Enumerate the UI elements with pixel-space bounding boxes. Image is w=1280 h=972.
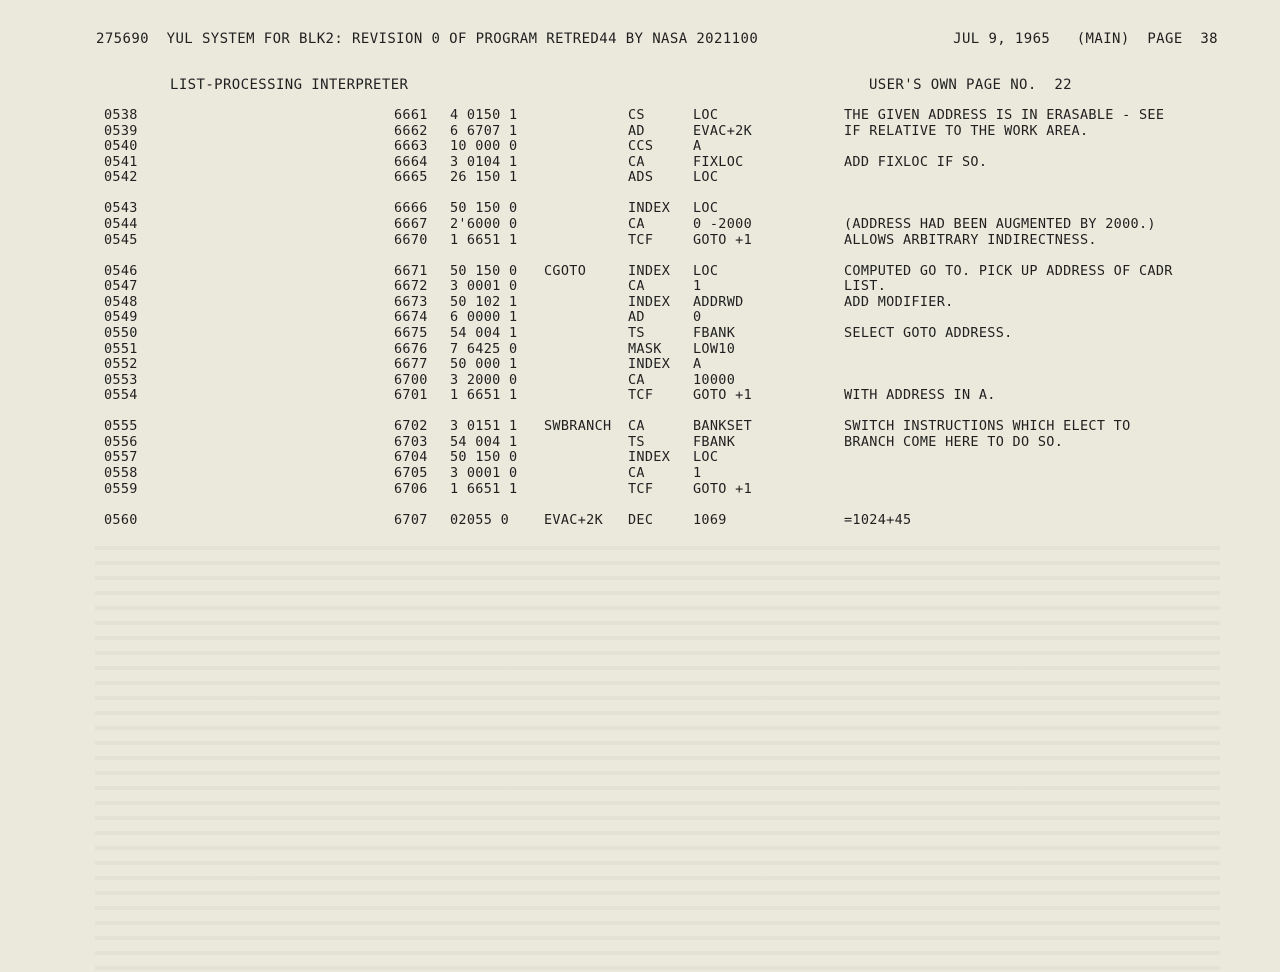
opcode: CA bbox=[628, 418, 645, 435]
octal-code: 50 000 1 bbox=[450, 356, 518, 373]
operand: LOC bbox=[693, 200, 719, 217]
octal-code: 50 150 0 bbox=[450, 200, 518, 217]
comment: THE GIVEN ADDRESS IS IN ERASABLE - SEE bbox=[844, 107, 1165, 123]
listing-row bbox=[0, 512, 1280, 528]
listing-row bbox=[0, 123, 1280, 139]
operand: LOW10 bbox=[693, 340, 736, 357]
octal-code: 50 150 0 bbox=[450, 262, 518, 279]
opcode: CA bbox=[628, 371, 645, 388]
memory-address: 6706 bbox=[394, 480, 428, 497]
operand: EVAC+2K bbox=[693, 122, 752, 139]
operand: ADDRWD bbox=[693, 293, 744, 310]
memory-address: 6665 bbox=[394, 169, 428, 186]
listing-row bbox=[0, 263, 1280, 279]
opcode: CCS bbox=[628, 138, 654, 155]
memory-address: 6677 bbox=[394, 356, 428, 373]
octal-code: 3 2000 0 bbox=[450, 371, 518, 388]
memory-address: 6664 bbox=[394, 153, 428, 170]
comment: COMPUTED GO TO. PICK UP ADDRESS OF CADR bbox=[844, 262, 1173, 279]
comment: SELECT GOTO ADDRESS. bbox=[844, 324, 1013, 341]
operand: FBANK bbox=[693, 324, 736, 341]
symbol-label: SWBRANCH bbox=[544, 418, 612, 435]
memory-address: 6662 bbox=[394, 122, 428, 139]
listing-row bbox=[0, 169, 1280, 185]
memory-address: 6670 bbox=[394, 231, 428, 248]
listing-row bbox=[0, 418, 1280, 434]
comment: ALLOWS ARBITRARY INDIRECTNESS. bbox=[844, 231, 1097, 248]
line-number: 0551 bbox=[104, 340, 138, 357]
octal-code: 3 0001 0 bbox=[450, 465, 518, 482]
listing-row bbox=[0, 481, 1280, 497]
listing-row bbox=[0, 232, 1280, 248]
symbol-label: EVAC+2K bbox=[544, 511, 603, 528]
opcode: INDEX bbox=[628, 293, 671, 310]
header-left: 275690 YUL SYSTEM FOR BLK2: REVISION 0 OF PROGRAM RETRED44 BY NASA 2021100 bbox=[96, 31, 759, 47]
memory-address: 6676 bbox=[394, 340, 428, 357]
line-number: 0560 bbox=[104, 511, 138, 528]
page-header bbox=[96, 31, 1218, 47]
memory-address: 6705 bbox=[394, 465, 428, 482]
comment: ADD FIXLOC IF SO. bbox=[844, 153, 988, 170]
line-number: 0546 bbox=[104, 262, 138, 279]
octal-code: 54 004 1 bbox=[450, 433, 518, 450]
listing-row bbox=[0, 465, 1280, 481]
line-number: 0554 bbox=[104, 387, 138, 404]
line-number: 0543 bbox=[104, 200, 138, 217]
line-number: 0552 bbox=[104, 356, 138, 373]
opcode: AD bbox=[628, 309, 645, 326]
line-number: 0556 bbox=[104, 433, 138, 450]
line-number: 0544 bbox=[104, 215, 138, 232]
octal-code: 10 000 0 bbox=[450, 138, 518, 155]
symbol-label: CGOTO bbox=[544, 262, 587, 279]
octal-code: 6 0000 1 bbox=[450, 309, 518, 326]
octal-code: 1 6651 1 bbox=[450, 480, 518, 497]
listing-row bbox=[0, 356, 1280, 372]
opcode: CA bbox=[628, 215, 645, 232]
line-number: 0559 bbox=[104, 480, 138, 497]
line-number: 0557 bbox=[104, 449, 138, 466]
operand: GOTO +1 bbox=[693, 231, 752, 248]
comment: WITH ADDRESS IN A. bbox=[844, 387, 996, 404]
octal-code: 7 6425 0 bbox=[450, 340, 518, 357]
operand: 1069 bbox=[693, 511, 727, 528]
memory-address: 6667 bbox=[394, 215, 428, 232]
operand: LOC bbox=[693, 262, 719, 279]
octal-code: 54 004 1 bbox=[450, 324, 518, 341]
comment: (ADDRESS HAD BEEN AUGMENTED BY 2000.) bbox=[844, 215, 1156, 232]
memory-address: 6701 bbox=[394, 387, 428, 404]
opcode: INDEX bbox=[628, 262, 671, 279]
listing-row bbox=[0, 325, 1280, 341]
operand: A bbox=[693, 356, 702, 373]
memory-address: 6700 bbox=[394, 371, 428, 388]
listing-row bbox=[0, 107, 1280, 123]
memory-address: 6704 bbox=[394, 449, 428, 466]
opcode: CS bbox=[628, 107, 645, 123]
octal-code: 1 6651 1 bbox=[450, 231, 518, 248]
listing-row bbox=[0, 138, 1280, 154]
listing-row bbox=[0, 278, 1280, 294]
operand: FBANK bbox=[693, 433, 736, 450]
comment: ADD MODIFIER. bbox=[844, 293, 954, 310]
operand: 1 bbox=[693, 465, 702, 482]
memory-address: 6672 bbox=[394, 278, 428, 295]
memory-address: 6702 bbox=[394, 418, 428, 435]
comment: =1024+45 bbox=[844, 511, 912, 528]
listing-row bbox=[0, 372, 1280, 388]
listing-row bbox=[0, 341, 1280, 357]
memory-address: 6666 bbox=[394, 200, 428, 217]
octal-code: 50 150 0 bbox=[450, 449, 518, 466]
user-page-number: USER'S OWN PAGE NO. 22 bbox=[868, 77, 1072, 93]
line-number: 0558 bbox=[104, 465, 138, 482]
octal-code: 50 102 1 bbox=[450, 293, 518, 310]
line-number: 0549 bbox=[104, 309, 138, 326]
opcode: INDEX bbox=[628, 200, 671, 217]
listing-row bbox=[0, 294, 1280, 310]
octal-code: 1 6651 1 bbox=[450, 387, 518, 404]
line-number: 0540 bbox=[104, 138, 138, 155]
line-number: 0555 bbox=[104, 418, 138, 435]
opcode: INDEX bbox=[628, 449, 671, 466]
operand: GOTO +1 bbox=[693, 387, 752, 404]
bleed-through-shadow bbox=[95, 535, 1220, 972]
operand: 10000 bbox=[693, 371, 736, 388]
operand: LOC bbox=[693, 107, 719, 123]
assembly-listing bbox=[0, 107, 1280, 527]
operand: GOTO +1 bbox=[693, 480, 752, 497]
octal-code: 4 0150 1 bbox=[450, 107, 518, 123]
memory-address: 6675 bbox=[394, 324, 428, 341]
listing-row bbox=[0, 154, 1280, 170]
section-title: LIST-PROCESSING INTERPRETER bbox=[170, 77, 409, 93]
opcode: TS bbox=[628, 433, 645, 450]
listing-row bbox=[0, 309, 1280, 325]
opcode: MASK bbox=[628, 340, 662, 357]
octal-code: 3 0001 0 bbox=[450, 278, 518, 295]
opcode: DEC bbox=[628, 511, 654, 528]
listing-row bbox=[0, 216, 1280, 232]
operand: A bbox=[693, 138, 702, 155]
memory-address: 6673 bbox=[394, 293, 428, 310]
operand: 0 -2000 bbox=[693, 215, 752, 232]
opcode: CA bbox=[628, 278, 645, 295]
header-right: JUL 9, 1965 (MAIN) PAGE 38 bbox=[953, 31, 1218, 47]
listing-row bbox=[0, 434, 1280, 450]
memory-address: 6703 bbox=[394, 433, 428, 450]
line-number: 0541 bbox=[104, 153, 138, 170]
memory-address: 6674 bbox=[394, 309, 428, 326]
opcode: CA bbox=[628, 153, 645, 170]
octal-code: 3 0151 1 bbox=[450, 418, 518, 435]
opcode: TCF bbox=[628, 480, 654, 497]
opcode: ADS bbox=[628, 169, 654, 186]
comment: BRANCH COME HERE TO DO SO. bbox=[844, 433, 1064, 450]
opcode: INDEX bbox=[628, 356, 671, 373]
opcode: TS bbox=[628, 324, 645, 341]
line-number: 0550 bbox=[104, 324, 138, 341]
listing-row bbox=[0, 200, 1280, 216]
memory-address: 6661 bbox=[394, 107, 428, 123]
section-header bbox=[170, 77, 1072, 93]
octal-code: 26 150 1 bbox=[450, 169, 518, 186]
comment: IF RELATIVE TO THE WORK AREA. bbox=[844, 122, 1089, 139]
memory-address: 6671 bbox=[394, 262, 428, 279]
comment: SWITCH INSTRUCTIONS WHICH ELECT TO bbox=[844, 418, 1131, 435]
octal-code: 2'6000 0 bbox=[450, 215, 518, 232]
opcode: AD bbox=[628, 122, 645, 139]
opcode: TCF bbox=[628, 231, 654, 248]
operand: BANKSET bbox=[693, 418, 752, 435]
line-number: 0542 bbox=[104, 169, 138, 186]
operand: 0 bbox=[693, 309, 702, 326]
operand: FIXLOC bbox=[693, 153, 744, 170]
octal-code: 02055 0 bbox=[450, 511, 509, 528]
operand: LOC bbox=[693, 449, 719, 466]
line-number: 0538 bbox=[104, 107, 138, 123]
opcode: CA bbox=[628, 465, 645, 482]
octal-code: 6 6707 1 bbox=[450, 122, 518, 139]
line-number: 0539 bbox=[104, 122, 138, 139]
line-number: 0545 bbox=[104, 231, 138, 248]
memory-address: 6707 bbox=[394, 511, 428, 528]
opcode: TCF bbox=[628, 387, 654, 404]
line-number: 0547 bbox=[104, 278, 138, 295]
operand: LOC bbox=[693, 169, 719, 186]
line-number: 0548 bbox=[104, 293, 138, 310]
octal-code: 3 0104 1 bbox=[450, 153, 518, 170]
operand: 1 bbox=[693, 278, 702, 295]
listing-row bbox=[0, 449, 1280, 465]
comment: LIST. bbox=[844, 278, 887, 295]
line-number: 0553 bbox=[104, 371, 138, 388]
memory-address: 6663 bbox=[394, 138, 428, 155]
listing-row bbox=[0, 387, 1280, 403]
